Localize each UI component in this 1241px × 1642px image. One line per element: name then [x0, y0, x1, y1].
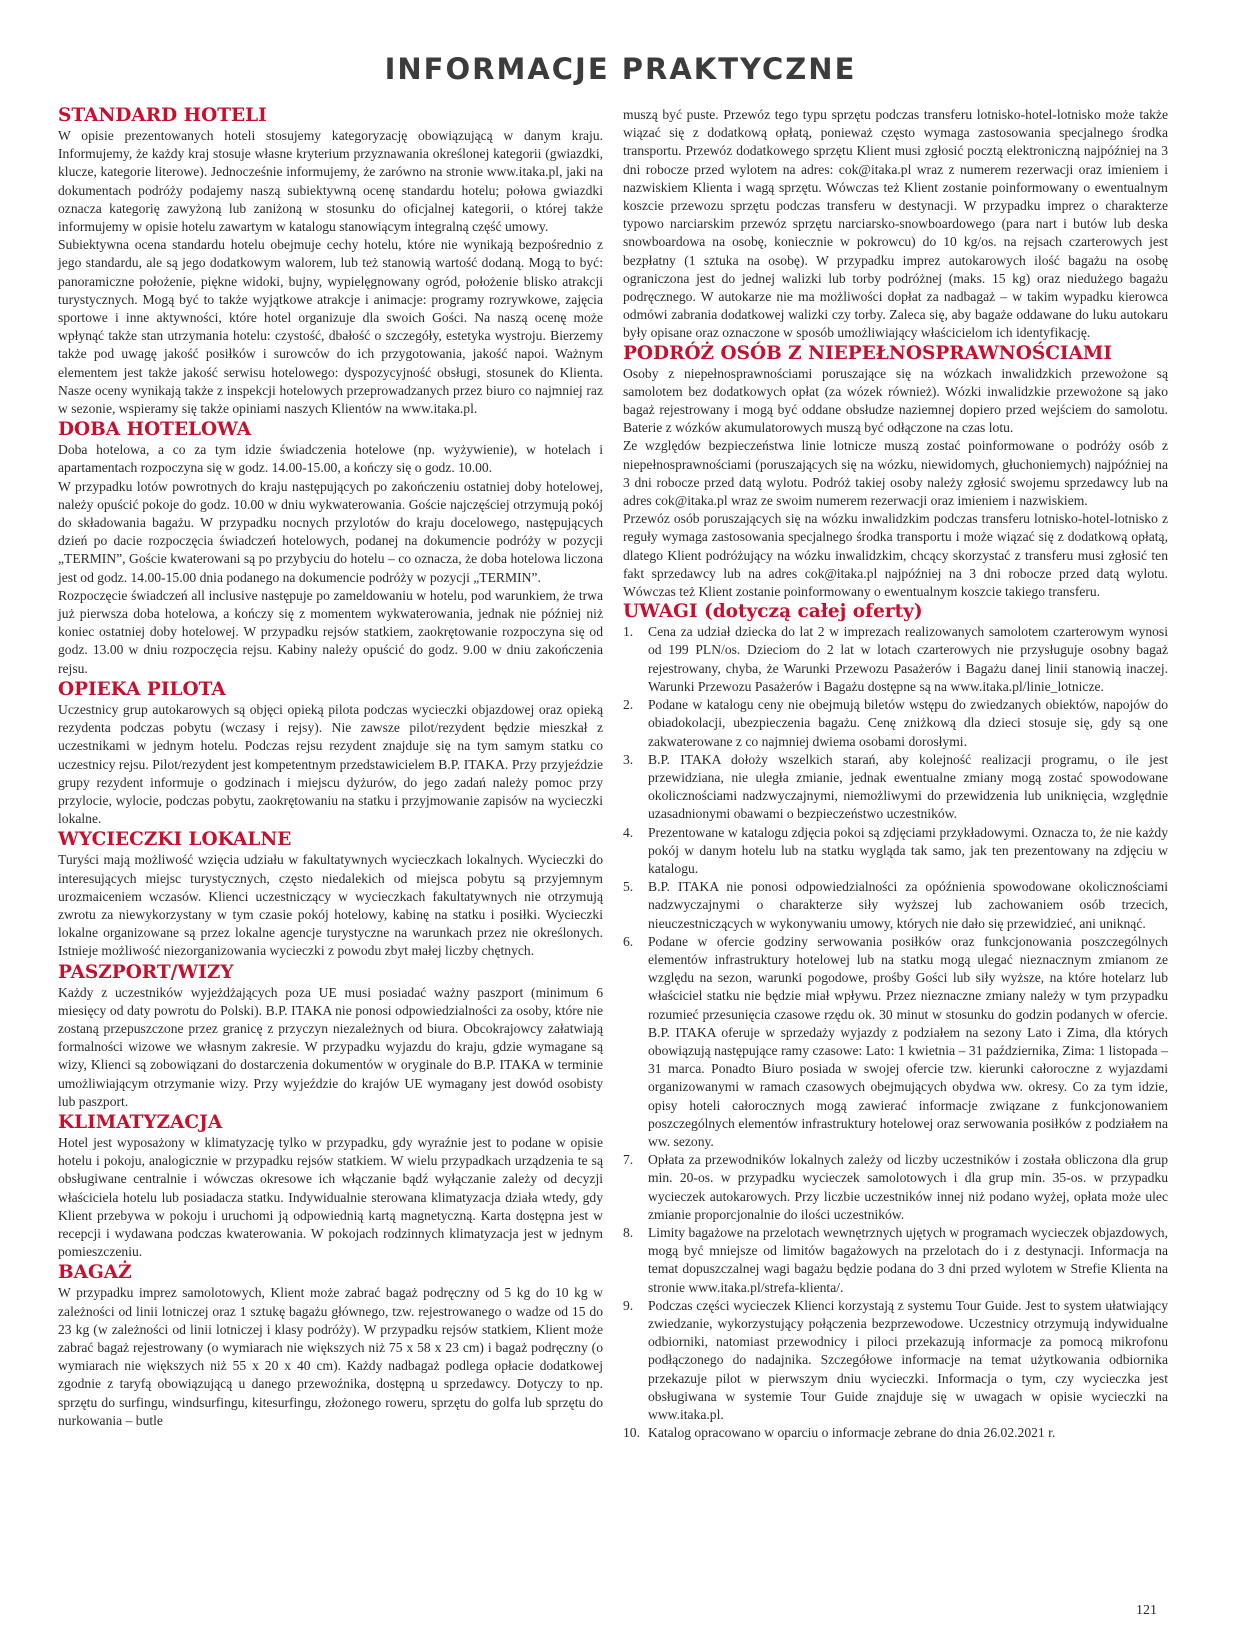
list-item: [623, 1297, 1168, 1424]
left-column: [58, 104, 603, 1430]
note-number: 6.: [623, 933, 634, 949]
note-text: B.P. ITAKA nie ponosi odpowiedzialności za opóźnienia spowodowane okolicznościami nadzwyczajnymi o charakterze siły wyższej lub zachowaniem osób trzecich, nieuczestniczących w wykonywaniu umowy, których nie dało się przewidzieć, ani uniknąć.: [648, 879, 1168, 931]
list-item: [623, 1151, 1168, 1224]
section-bagaz: [58, 1262, 603, 1430]
note-number: 2.: [623, 697, 634, 713]
paragraph: Przewóz osób poruszających się na wózku inwalidzkim podczas transferu lotnisko-hotel-lotnisko z reguły wymaga zastosowania specjalnego środka transportu i może wiązać się z dodatkową opłatą, dlatego Klient podróżujący na wózku inwalidzkim, chcący skorzystać z transferu musi zgłosić ten fakt sprzedawcy lub na adres cok@itaka.pl najpóźniej na 3 dni robocze przed datą wylotu. Wówczas też Klient zostanie poinformowany o ewentualnym koszcie takiego transferu.: [623, 511, 1168, 600]
section-heading: OPIEKA PILOTA: [58, 678, 226, 700]
paragraph: W opisie prezentowanych hoteli stosujemy kategoryzację obowiązującą w danym kraju. Informujemy, że każdy kraj stosuje własne kryterium przyznawania określonej kategorii (gwiazdki, klucze, kategorie literowe). Jednocześnie informujemy, że zarówno na stronie www.itaka.pl, jaki na dokumentach podróży podajemy naszą subiektywną ocenę standardu hotelu; połowa gwiazdki oznacza kategorię zawyżoną lub zaniżoną w stosunku do oficjalnej kategorii, o której także informujemy w opisie hotelu zawartym w katalogu stanowiącym integralną część umowy.: [58, 128, 603, 235]
section-doba-hotelowa: [58, 419, 603, 678]
section-heading: KLIMATYZACJA: [58, 1111, 223, 1133]
note-number: 5.: [623, 879, 634, 895]
list-item: [623, 1224, 1168, 1297]
paragraph: Doba hotelowa, a co za tym idzie świadczenia hotelowe (np. wyżywienie), w hotelach i apartamentach rozpoczyna się w godz. 14.00-15.00, a kończy się o godz. 10.00.: [58, 442, 603, 476]
paragraph: W przypadku lotów powrotnych do kraju następujących po zakończeniu ostatniej doby hotelowej, należy opuścić pokoje do godz. 10.00 w dniu wykwaterowania. Goście najczęściej otrzymują pokój do składowania bagażu. W przypadku nocnych przylotów do kraju docelowego, następujących dzień po dacie rozpoczęcia świadczeń hotelowych, podanej na dokumencie podróży w pozycji „TERMIN”, Goście kwaterowani są po przybyciu do hotelu – co oznacza, że doba hotelowa liczona jest od godz. 14.00-15.00 dnia podanego na dokumencie podróży w pozycji „TERMIN”.: [58, 478, 603, 585]
list-item: [623, 751, 1168, 824]
paragraph: Ze względów bezpieczeństwa linie lotnicze muszą zostać poinformowane o podróży osób z niepełnosprawnościami (poruszających się na wózku, niewidomych, głuchoniemych) najpóźniej na 3 dni robocze przed datą wylotu. Podróż takiej osoby należy zgłosić swojemu sprzedawcy lub na adres cok@itaka.pl wraz ze swoim numerem rezerwacji oraz imieniem i nazwiskiem.: [623, 438, 1168, 509]
section-wycieczki-lokalne: [58, 829, 603, 960]
bagaz-continuation: muszą być puste. Przewóz tego typu sprzętu podczas transferu lotnisko-hotel-lotnisko może także wiązać się z dodatkową opłatą, ponieważ często wymaga zastosowania specjalnego środka transportu. Przewóz dodatkowego sprzętu Klient musi zgłosić pocztą elektroniczną najpóźniej na 3 dni robocze przed wylotem na adres: cok@itaka.pl wraz z numerem rezerwacji oraz imieniem i nazwiskiem Klienta i wagą sprzętu. Wówczas też Klient zostanie poinformowany o ewentualnym koszcie przewozu sprzętu podczas transferu w destynacji. W przypadku imprez o charakterze typowo narciarskim przewóz sprzętu narciarsko-snowboardowego (para nart i butów lub deska snowboardowa na osobę, koniecznie w pokrowcu) do 10 kg/os. na rejsach czarterowych jest bezpłatny (1 sztuka na osobę). W przypadku imprez autokarowych ilość bagażu na osobę ograniczona jest do jednej walizki lub torby podróżnej (maks. 15 kg) oraz niedużego bagażu podręcznego. W autokarze nie ma możliwości dopłat za nadbagaż – w takim wypadku kierowca odmówi zabrania dodatkowej walizki czy torby. Zaleca się, aby bagaże oddawane do luku autokaru były opisane oraz oznaczone w sposób umożliwiający właścicielom ich identyfikację.: [623, 107, 1168, 341]
page-title: INFORMACJE PRAKTYCZNE: [384, 52, 857, 86]
note-number: 3.: [623, 751, 634, 767]
note-text: Katalog opracowano w oparciu o informacje zebrane do dnia 26.02.2021 r.: [648, 1425, 1056, 1441]
note-number: 8.: [623, 1224, 634, 1240]
section-paszport-wizy: [58, 962, 603, 1111]
paragraph: Uczestnicy grup autokarowych są objęci opieką pilota podczas wycieczki objazdowej oraz opieką rezydenta podczas pobytu (wczasy i rejsy). Nie zawsze pilot/rezydent będzie mieszkał z uczestnikami w jednym hotelu. Podczas rejsu rezydent znajduje się na tym samym statku co uczestnicy rejsu. Pilot/rezydent jest kompetentnym przedstawicielem B.P. ITAKA. Przy przyjeździe grupy rezydent informuje o godzinach i miejscu dyżurów, do jego zadań należy pomoc przy przylocie, wylocie, podczas pobytu, zaokrętowaniu na statku i przyjmowanie zapisów na wycieczki lokalne.: [58, 701, 603, 827]
section-heading: PASZPORT/WIZY: [58, 961, 234, 983]
note-number: 1.: [623, 624, 634, 640]
note-number: 10.: [623, 1425, 640, 1441]
section-standard-hoteli: [58, 105, 603, 418]
paragraph: Subiektywna ocena standardu hotelu obejmuje cechy hotelu, które nie wynikają bezpośrednio z jego standardu, ale są jego dodatkowym walorem, lub też stanowią wartość dodaną. Mogą to być: panoramiczne położenie, piękne widoki, bujny, wypielęgnowany ogród, położenie blisko atrakcji turystycznych. Mogą być to także wyjątkowe atrakcje i animacje: programy rozrywkowe, zajęcia sportowe i inne aktywności, które hotel organizuje dla swoich Gości. Na naszą ocenę może wpłynąć także stan utrzymania hotelu: czystość, dbałość o szczegóły, estetyka wystroju. Bierzemy także pod uwagę jakość posiłków i surowców do ich przygotowania, jakość napoi. Ważnym elementem jest także jakość serwisu hotelowego: dyspozycyjność obsługi, stosunek do Klienta. Nasze oceny wynikają także z inspekcji hotelowych przeprowadzanych przez biuro co najmniej raz w sezonie, wspieramy się także opiniami naszych Klientów na www.itaka.pl.: [58, 237, 603, 417]
paragraph: Każdy z uczestników wyjeżdżających poza UE musi posiadać ważny paszport (minimum 6 miesięcy od daty powrotu do Polski). B.P. ITAKA nie ponosi odpowiedzialności za osoby, które nie zostaną przepuszczone przez granicę z przyczyn niezależnych od biura. Obcokrajowcy załatwiają formalności wizowe we własnym zakresie. W przypadku wyjazdu do kraju, gdzie wymagane są wizy, Klienci są zobowiązani do dostarczenia dokumentów w oryginale do B.P. ITAKA w terminie umożliwiającym otrzymanie wizy. Przy wyjeździe do krajów UE wymagany jest dowód osobisty lub paszport.: [58, 984, 603, 1109]
notes-list: [623, 623, 1168, 1442]
note-text: Limity bagażowe na przelotach wewnętrznych ujętych w programach wycieczek objazdowych, mogą być mniejsze od limitów bagażowych na przelotach do i z destynacji. Informacja na temat dopuszczalnej wagi bagażu będzie podana do 3 dni przed wylotem w Strefie Klienta na stronie www.itaka.pl/strefa-klienta/.: [648, 1224, 1168, 1295]
section-heading: DOBA HOTELOWA: [58, 419, 252, 441]
section-heading: WYCIECZKI LOKALNE: [58, 829, 292, 851]
section-opieka-pilota: [58, 679, 603, 828]
paragraph: Turyści mają możliwość wzięcia udziału w fakultatywnych wycieczkach lokalnych. Wycieczki do interesujących miejsc turystycznych, często niedalekich od miejsca pobytu są przyjemnym urozmaiceniem wczasów. Klienci uczestniczący w wycieczkach fakultatywnych nie otrzymują zwrotu za niewykorzystany w tym czasie pokój hotelowy, kabinę na statku i posiłki. Wycieczki lokalne organizowane są przez lokalne agencje turystyczne na warunkach przez nie określonych. Istnieje możliwość niezorganizowania wycieczki z powodu zbyt małej liczby chętnych.: [58, 852, 603, 959]
note-text: Podane w katalogu ceny nie obejmują biletów wstępu do zwiedzanych obiektów, napojów do obiadokolacji, ubezpieczenia bagażu. Cenę zniżkową dla dzieci stosuje się, gdy są one zakwaterowane z co najmniej dwiema osobami dorosłymi.: [648, 697, 1168, 749]
list-item: [623, 1424, 1168, 1442]
section-heading: UWAGI (dotyczą całej oferty): [623, 601, 923, 623]
section-heading: BAGAŻ: [58, 1262, 132, 1284]
section-uwagi: [623, 601, 1168, 1442]
note-text: Podane w ofercie godziny serwowania posiłków oraz funkcjonowania poszczególnych elementów infrastruktury hotelowej lub na statku mogą ulegać nieznacznym zmianom ze względu na sezon, warunki pogodowe, prośby Gości lub siły wyższe, na które hotelarz lub właściciel statku nie będzie miał wpływu. Przez nieznaczne zmiany należy w tym przypadku rozumieć przesunięcia czasowe rzędu ok. 30 minut w stosunku do godzin podanych w ofercie. B.P. ITAKA oferuje w sprzedaży wyjazdy z podziałem na sezony Lato i Zima, dla których obowiązują następujące ramy czasowe: Lato: 1 kwietnia – 31 października, Zima: 1 listopada – 31 marca. Ponadto Biuro posiada w swojej ofercie tzw. kierunki całoroczne z wyjazdami organizowanymi w ramach czasowych obejmujących obydwa ww. okresy. Co za tym idzie, opisy hoteli całorocznych mogą zawierać informacje związane z funkcjonowaniem poszczególnych elementów infrastruktury hotelowej oraz serwowania posiłków z podziałem na ww. sezony.: [648, 933, 1168, 1149]
list-item: [623, 933, 1168, 1151]
note-number: 7.: [623, 1152, 634, 1168]
section-heading: PODRÓŻ OSÓB Z NIEPEŁNOSPRAWNOŚCIAMI: [623, 342, 1113, 364]
note-number: 4.: [623, 824, 634, 840]
note-text: Podczas części wycieczek Klienci korzystają z systemu Tour Guide. Jest to system ułatwiający zwiedzanie, wykorzystujący połączenia bezprzewodowe. Uczestnicy otrzymują indywidualne odbiorniki, natomiast przewodnicy i piloci przekazują informacje za pomocą mikrofonu podłączonego do nadajnika. Szczegółowe informacje na temat użytkowania odbiornika przekazuje pilot w pierwszym dniu wycieczki. Informacja o tym, czy wycieczka jest obsługiwana w systemie Tour Guide znajduje się w uwagach w opisie wycieczki na www.itaka.pl.: [648, 1297, 1168, 1423]
section-klimatyzacja: [58, 1112, 603, 1261]
note-text: B.P. ITAKA dołoży wszelkich starań, aby kolejność realizacji programu, o ile jest przewidziana, nie uległa zmianie, jednak ewentualne zmiany mogą zostać spowodowane okolicznościami nadzwyczajnymi, niemożliwymi do przewidzenia lub uniknięcia, względnie uzasadnionymi obawami o bezpieczeństwo uczestników.: [648, 751, 1168, 822]
list-item: [623, 878, 1168, 933]
section-podroz-osob-z-niepelnosprawnosciami: [623, 343, 1168, 602]
note-text: Opłata za przewodników lokalnych zależy od liczby uczestników i została obliczona dla grup min. 20-os. w przypadku wycieczek samolotowych i dla grup min. 35-os. w przypadku wycieczek autokarowych. Przy liczbie uczestników innej niż podano wyżej, opłata może ulec zmianie proporcjonalnie do ilości uczestników.: [648, 1152, 1168, 1222]
paragraph: W przypadku imprez samolotowych, Klient może zabrać bagaż podręczny od 5 kg do 10 kg w zależności od linii lotniczej oraz 1 sztukę bagażu głównego, tzw. rejestrowanego o wadze od 15 do 23 kg (w zależności od linii lotniczej i klasy podróży). W przypadku rejsów statkiem, Klient może zabrać bagaż rejestrowany (o wymiarach nie większych niż 75 x 58 x 23 cm) i bagaż podręczny (o wymiarach nie większych niż 55 x 20 x 40 cm). Każdy nadbagaż podlega opłacie dodatkowej zgodnie z taryfą obowiązującą u danego przewoźnika, dostępną u sprzedawcy. Dotyczy to np. sprzętu do surfingu, windsurfingu, kitesurfingu, złożonego roweru, sprzętu do golfa lub sprzętu do nurkowania – butle: [58, 1285, 603, 1428]
note-number: 9.: [623, 1297, 634, 1313]
page-number: 121: [1136, 1603, 1157, 1618]
list-item: [623, 824, 1168, 879]
right-column: [623, 106, 1168, 1442]
paragraph: Osoby z niepełnosprawnościami poruszające się na wózkach inwalidzkich przewożone są samolotem bez dodatkowych opłat (za wózek również). Wózki inwalidzkie przewożone są jako bagaż rejestrowany i mogą być oddane obsłudze naziemnej dopiero przed wejściem do samolotu. Baterie z wózków akumulatorowych muszą być odłączone na czas lotu.: [623, 365, 1168, 436]
section-heading: STANDARD HOTELI: [58, 105, 267, 126]
note-text: Cena za udział dziecka do lat 2 w imprezach realizowanych samolotem czarterowym wynosi od 199 PLN/os. Dzieciom do 2 lat w lotach czarterowych nie przysługuje osobny bagaż rejestrowany, chyba, że Warunki Przewozu Pasażerów i Bagażu danej linii stanowią inaczej. Warunki Przewozu Pasażerów i Bagażu dostępne są na www.itaka.pl/linie_lotnicze.: [648, 624, 1168, 694]
note-text: Prezentowane w katalogu zdjęcia pokoi są zdjęciami przykładowymi. Oznacza to, że nie każdy pokój w danym hotelu lub na statku wygląda tak samo, jak ten prezentowany na zdjęciu w katalogu.: [648, 824, 1168, 876]
list-item: [623, 623, 1168, 696]
paragraph: Rozpoczęcie świadczeń all inclusive następuje po zameldowaniu w hotelu, pod warunkiem, że trwa już pierwsza doba hotelowa, a kończy się z momentem wykwaterowania, jednak nie później niż koniec ostatniej doby hotelowej. W przypadku rejsów statkiem, zaokrętowanie rozpoczyna się od godz. 13.00 w dniu rozpoczęcia rejsu. Kabiny należy opuścić do godz. 9.00 w dniu zakończenia rejsu.: [58, 587, 603, 676]
paragraph: Hotel jest wyposażony w klimatyzację tylko w przypadku, gdy wyraźnie jest to podane w opisie hotelu i pokoju, analogicznie w przypadku rejsów statkiem. W wielu przypadkach urządzenia te są obsługiwane centralnie i wówczas okresowe ich włączanie bądź wyłączanie zależy od decyzji właściciela hotelu lub posiadacza statku. Indywidualnie sterowana klimatyzacja działa wtedy, gdy Klient przebywa w pokoju i uruchomi ją odpowiednią kartą magnetyczną. Karta dostępna jest w recepcji i wydawana podczas kwaterowania. W pokojach rodzinnych klimatyzacja jest w jednym pomieszczeniu.: [58, 1134, 603, 1260]
list-item: [623, 696, 1168, 751]
